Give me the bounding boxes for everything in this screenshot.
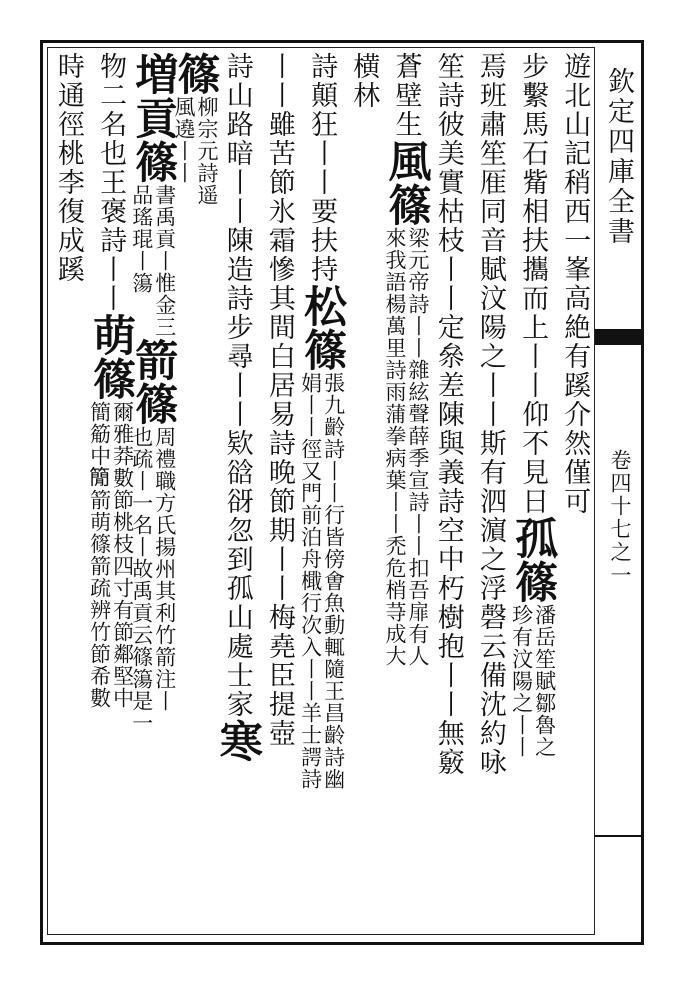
annotation-line: 也疏丨一名丨故禹貢云篠簜是一 [129,426,154,734]
entry-heading: 寒 [212,719,263,763]
text-column [46,52,90,932]
text-column [257,52,301,932]
annotation-line: 潘岳笙賦鄒魯之 [532,604,557,758]
entry-heading: 増貢篠 [128,52,179,184]
annotation-pair [173,96,217,206]
margin-column [595,47,644,935]
main-text: 丨丨雖苦節氷霜慘其間白居易詩晚節期丨丨梅堯臣 [263,52,295,690]
annotation-pair [89,401,133,709]
annotation-pair [131,426,175,734]
main-text: 焉班肅笙㕍同音賦汶陽之丨丨斯有泗濵之浮磬云備沈約咏 [474,52,506,777]
annotation-line: 來我語楊萬里詩雨蒲拳病葉丨丨禿危梢䒭成大 [383,227,407,667]
annotation-pair [131,184,175,338]
annotation-pair [511,604,555,758]
main-text: 步繫馬石觜相扶攜而上丨丨仰不見日 [517,52,549,516]
book-title: 欽定四庫全書 [603,67,634,247]
entry-heading: 孤篠 [508,516,559,604]
main-text: 提壺 [263,690,295,748]
annotation-line: 爾雅莽數節桃枝四寸有節鄰堅中 [110,401,135,709]
annotation-line: 書禹貢丨惟金三 [152,184,177,338]
annotation-line: 周禮職方氏揚州其利竹箭注丨 [152,426,177,712]
annotation-line: 梁元帝詩丨丨雜絃聲薛季宣詩丨丨扣吾扉有人 [406,227,430,667]
text-column [170,52,221,932]
text-column [128,52,179,932]
main-text: 詩山路暗丨丨陳造詩步尋丨丨欵谽谺忽到孤山處士家 [221,52,253,719]
entry-heading: 松篠 [297,284,348,372]
text-column [342,52,386,932]
entry-heading: 萌篠 [86,313,137,401]
main-text: 遊北山記稍西一峯高絶有蹊介然僅可 [559,52,591,516]
margin-rule [595,835,644,837]
text-column [86,52,137,932]
text-column [212,52,263,932]
text-column [553,52,597,932]
main-text: 物二名也王褒詩丨丨 [95,52,127,313]
main-text: 笙詩彼美實枯枝丨丨定㕘差陳與義詩空中朽樹抱丨丨無竅 [432,52,464,777]
main-text: 詩顛狂丨丨要扶持 [306,52,338,284]
text-column [297,52,348,932]
annotation-line: 珍有汶陽之丨丨 [509,604,534,758]
main-text: 横林 [348,52,380,110]
main-text: 時通徑桃李復成蹊 [52,52,84,284]
annotation-line: 品瑤琨丨簜 [129,184,154,294]
text-column [381,52,432,932]
entry-heading: 箭篠 [128,338,179,426]
text-column [508,52,559,932]
text-column [468,52,512,932]
annotation-line: 娟丨丨徑又門前泊舟檝行次入丨丨羊士諤詩 [298,372,323,790]
annotation-line: 風遶丨丨 [172,96,196,184]
annotation-line: 張九齡詩丨丨行皆傍㑹魚動輒隨王昌齡詩幽 [321,372,346,790]
annotation-pair [300,372,344,790]
annotation-line: 柳宗元詩遥 [195,96,219,206]
text-column [426,52,470,932]
main-text: 蒼壁生 [390,52,422,139]
entry-heading: 風篠 [381,139,432,227]
fish-tail-mark [595,329,644,345]
entry-heading: 篠 [170,52,221,96]
annotation-pair [384,227,428,667]
volume-label: 卷四十七之一 [608,449,632,587]
annotation-line: 簡䈥中𥳑箭萌篠箭疏辨竹節希數 [87,401,112,709]
